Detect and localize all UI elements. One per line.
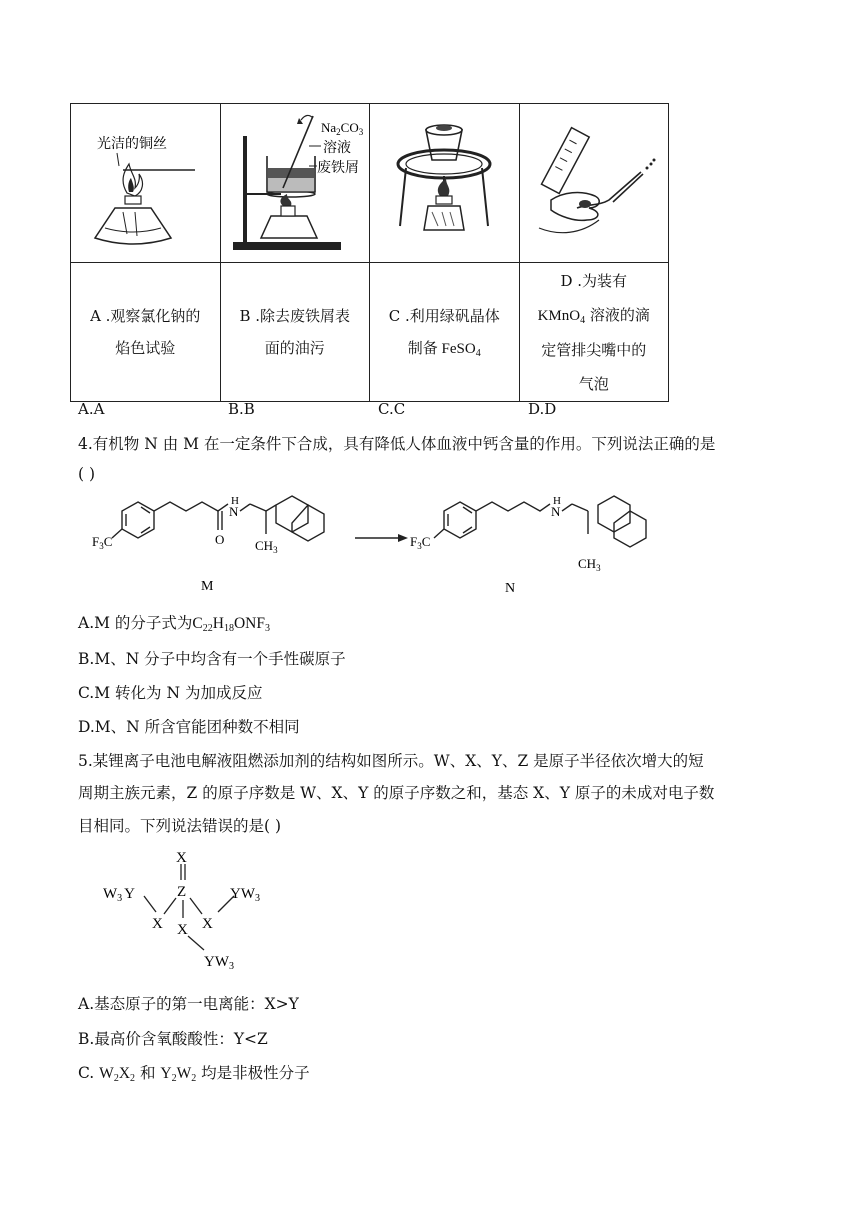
q3-option-b[interactable]: B.B xyxy=(228,400,255,418)
svg-text:CH3: $CH_3$ xyxy=(255,538,278,555)
apparatus-b-cell xyxy=(220,104,370,263)
q5-stem-line1: 5.某锂离子电池电解液阻燃添加剂的结构如图所示。W、X、Y、Z 是原子半径依次增大的短 xyxy=(78,752,704,770)
q5-structure-diagram xyxy=(100,842,280,976)
copper-wire-label: 光洁的铜丝 xyxy=(97,137,168,152)
m-nitrogen-label: N xyxy=(229,504,239,519)
apparatus-table xyxy=(70,103,669,402)
q5-option-b[interactable]: B.最高价含氧酸酸性：Y<Z xyxy=(78,1030,268,1048)
burette-bubble-removal-image xyxy=(529,108,659,258)
m-nh-h-label: H xyxy=(231,495,239,507)
x-bottom-label: X xyxy=(177,922,188,938)
caption-b: B .除去废铁屑表 面的油污 xyxy=(220,263,370,402)
label-n: N xyxy=(505,581,516,596)
q4-option-d[interactable]: D.M、N 所含官能团种数不相同 xyxy=(78,718,300,736)
solution-label: 溶液 xyxy=(322,140,351,156)
q5-option-c[interactable]: C. $W_2X_2$ 和 $Y_2W_2$ 均是非极性分子 xyxy=(78,1064,310,1084)
oil-removal-apparatus-image xyxy=(221,106,371,261)
q3-option-d[interactable]: D.D xyxy=(528,400,557,418)
caption-d: D .为装有 KMnO$_4$ 溶液的滴 定管排尖嘴中的 气泡 xyxy=(519,263,669,402)
svg-text:F3C: $F_3C$ xyxy=(410,534,431,551)
x-top-label: X xyxy=(176,850,187,866)
q3-option-a[interactable]: A.A xyxy=(78,400,105,418)
caption-c: C .利用绿矾晶体 制备 FeSO$_4$ xyxy=(370,263,520,402)
na2co3-label: Na xyxy=(320,119,336,135)
svg-text:YW3: $YW_3$ xyxy=(230,886,260,904)
q4-stem-line1: 4.有机物 N 由 M 在一定条件下合成，具有降低人体血液中钙含量的作用。下列说法正确的是 xyxy=(78,435,716,453)
q5-option-a[interactable]: A.基态原子的第一电离能：X>Y xyxy=(78,995,299,1013)
svg-text:W3Y: $W_3$ Y xyxy=(103,886,136,904)
caption-a: A .观察氯化钠的 焰色试验 xyxy=(71,263,221,402)
apparatus-a-cell xyxy=(71,104,221,263)
n-nitrogen-label: N xyxy=(551,504,561,519)
svg-text:YW3: $YW_3$ xyxy=(204,954,234,972)
scrap-iron-label: 废铁屑 xyxy=(316,160,359,176)
x-right-label: X xyxy=(202,916,213,932)
q4-option-a[interactable]: A.M 的分子式为$C_{22}H_{18}ONF_3$ xyxy=(78,614,270,634)
label-m: M xyxy=(201,579,214,594)
q5-stem-line3: 目相同。下列说法错误的是( ) xyxy=(78,817,282,835)
z-center-label: Z xyxy=(177,884,187,900)
q4-reaction-scheme xyxy=(90,490,670,602)
q4-option-c[interactable]: C.M 转化为 N 为加成反应 xyxy=(78,684,263,702)
apparatus-d-cell xyxy=(519,104,669,263)
q4-option-b[interactable]: B.M、N 分子中均含有一个手性碳原子 xyxy=(78,650,346,668)
q3-option-c[interactable]: C.C xyxy=(378,400,406,418)
q5-stem-line2: 周期主族元素，Z 的原子序数是 W、X、Y 的原子序数之和，基态 X、Y 原子的未成对电子数 xyxy=(78,784,715,802)
n-nh-h-label: H xyxy=(553,495,561,507)
svg-text:F3C: $F_3C$ xyxy=(92,534,113,551)
m-oxygen-label: O xyxy=(215,532,225,547)
svg-text:Na2CO3: $Na_2CO_3$ xyxy=(320,119,363,137)
apparatus-c-cell xyxy=(370,104,520,263)
q4-stem-line2: ( ) xyxy=(78,465,96,483)
x-left-label: X xyxy=(152,916,163,932)
svg-text:CH3: $CH_3$ xyxy=(578,556,601,573)
flame-test-apparatus-image xyxy=(75,108,215,258)
crucible-heating-image xyxy=(384,108,504,258)
